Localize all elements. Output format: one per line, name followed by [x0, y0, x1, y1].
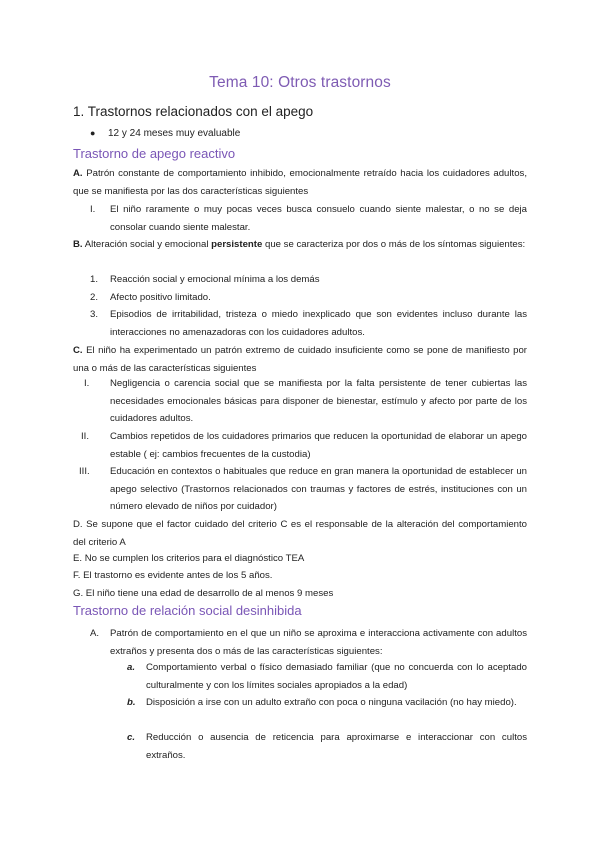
criterion-a-label: A.	[73, 168, 83, 179]
item-marker: A.	[90, 628, 100, 639]
item-marker: 2.	[90, 292, 99, 303]
item-text: Afecto positivo limitado.	[110, 292, 211, 303]
criterion-g: G. El niño tiene una edad de desarrollo de al menos 9 meses	[73, 588, 334, 599]
item-text: Reducción o ausencia de reticencia para aproximarse e interaccionar con cultos extraños.	[146, 732, 527, 761]
item-marker: II.	[81, 431, 89, 442]
criterion-a-text: Patrón constante de comportamiento inhibido, emocionalmente retraído hacia los cuidadores adultos, que se manifiesta por las dos características siguientes	[73, 168, 527, 197]
criterion-a	[73, 165, 527, 200]
item-marker: I.	[90, 204, 96, 215]
criterion-c-label: C.	[73, 345, 83, 356]
item-text: Educación en contextos o habituales que reduce en gran manera la oportunidad de establecer un apego selectivo (Trastornos relacionados con traumas y factores de estrés, instituciones con un número elevado de niños por cuidador)	[110, 466, 527, 512]
item-text: Negligencia o carencia social que se manifiesta por la falta persistente de tener cubiertas las necesidades emocionales básicas para disponer de bienestar, estímulo y afecto por parte de los cuidadores adultos.	[110, 378, 527, 424]
item-marker: 1.	[90, 274, 99, 285]
item-text: Cambios repetidos de los cuidadores primarios que reducen la oportunidad de elaborar un apego estable ( ej: cambios frecuentes de la custodia)	[110, 431, 527, 460]
criterion-b-text-before: Alteración social y emocional	[84, 239, 209, 250]
item-marker: I.	[84, 378, 90, 389]
bullet-dot-icon: ●	[90, 128, 96, 138]
item-text: Comportamiento verbal o físico demasiado familiar (que no concuerda con lo aceptado culturalmente y con los límites sociales apropiados a la edad)	[146, 662, 527, 691]
bullet-text: 12 y 24 meses muy evaluable	[108, 128, 241, 139]
subheading-relacion-social-desinhibida: Trastorno de relación social desinhibida	[73, 603, 302, 618]
item-text: Episodios de irritabilidad, tristeza o miedo inexplicado que son evidentes incluso durante las interacciones no amenazadoras con los cuidadores adultos.	[110, 309, 527, 338]
item-marker: b.	[127, 697, 136, 708]
criterion-b	[73, 236, 527, 254]
criterion-c	[73, 342, 527, 377]
criterion-e: E. No se cumplen los criterios para el diagnóstico TEA	[73, 553, 305, 564]
criterion-c-text: El niño ha experimentado un patrón extremo de cuidado insuficiente como se pone de manifiesto por una o más de las características siguientes	[73, 345, 527, 374]
item-text: Patrón de comportamiento en el que un niño se aproxima e interacciona activamente con adultos extraños y presenta dos o más de las características siguientes:	[110, 628, 527, 657]
item-marker: III.	[79, 466, 90, 477]
criterion-b-label: B.	[73, 239, 83, 250]
criterion-b-text-after: que se caracteriza por dos o más de los síntomas siguientes:	[264, 239, 526, 250]
document-title: Tema 10: Otros trastornos	[209, 74, 391, 91]
item-marker: c.	[127, 732, 136, 743]
criterion-f: F. El trastorno es evidente antes de los 5 años.	[73, 570, 273, 581]
item-text: Reacción social y emocional mínima a los demás	[110, 274, 320, 285]
item-text: Disposición a irse con un adulto extraño con poca o ninguna vacilación (no hay miedo).	[146, 697, 517, 708]
criterion-d: D. Se supone que el factor cuidado del criterio C es el responsable de la alteración del comportamiento del criterio A	[73, 519, 527, 548]
section-heading-apego: 1. Trastornos relacionados con el apego	[73, 104, 314, 119]
criterion-b-emphasis: persistente	[211, 239, 263, 250]
item-text: El niño raramente o muy pocas veces busca consuelo cuando siente malestar, o no se deja consolar cuando siente malestar.	[110, 204, 527, 233]
item-marker: a.	[127, 662, 136, 673]
subheading-apego-reactivo: Trastorno de apego reactivo	[73, 146, 236, 161]
item-marker: 3.	[90, 309, 99, 320]
